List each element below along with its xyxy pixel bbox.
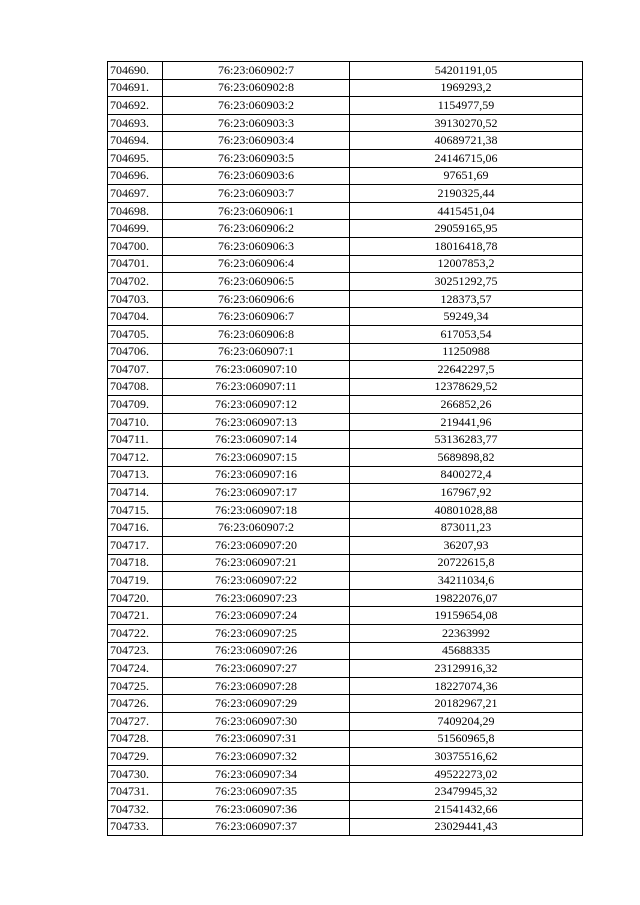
row-number-cell: 704704.: [108, 308, 163, 326]
row-number-cell: 704693.: [108, 114, 163, 132]
row-number-cell: 704692.: [108, 97, 163, 115]
cadastral-value-cell: 219441,96: [350, 413, 583, 431]
table-row: [108, 607, 583, 625]
table-row: [108, 501, 583, 519]
table-row: [108, 132, 583, 150]
cadastral-number-cell: 76:23:060907:11: [163, 378, 350, 396]
cadastral-value-cell: 59249,34: [350, 308, 583, 326]
cadastral-number-cell: 76:23:060906:5: [163, 273, 350, 291]
row-number-cell: 704712.: [108, 449, 163, 467]
row-number-cell: 704717.: [108, 537, 163, 555]
cadastral-value-cell: 7409204,29: [350, 712, 583, 730]
row-number-cell: 704729.: [108, 748, 163, 766]
cadastral-number-cell: 76:23:060907:25: [163, 625, 350, 643]
cadastral-number-cell: 76:23:060907:15: [163, 449, 350, 467]
cadastral-number-cell: 76:23:060907:32: [163, 748, 350, 766]
cadastral-value-cell: 23479945,32: [350, 783, 583, 801]
table-row: [108, 413, 583, 431]
row-number-cell: 704726.: [108, 695, 163, 713]
cadastral-value-table: [107, 61, 583, 836]
cadastral-number-cell: 76:23:060907:36: [163, 800, 350, 818]
row-number-cell: 704709.: [108, 396, 163, 414]
cadastral-number-cell: 76:23:060907:18: [163, 501, 350, 519]
cadastral-value-cell: 54201191,05: [350, 62, 583, 80]
table-row: [108, 765, 583, 783]
table-row: [108, 431, 583, 449]
cadastral-value-cell: 12007853,2: [350, 255, 583, 273]
cadastral-value-cell: 18016418,78: [350, 237, 583, 255]
row-number-cell: 704732.: [108, 800, 163, 818]
table-row: [108, 572, 583, 590]
row-number-cell: 704713.: [108, 466, 163, 484]
row-number-cell: 704700.: [108, 237, 163, 255]
cadastral-value-cell: 12378629,52: [350, 378, 583, 396]
table-row: [108, 712, 583, 730]
cadastral-value-cell: 4415451,04: [350, 202, 583, 220]
row-number-cell: 704727.: [108, 712, 163, 730]
cadastral-value-cell: 5689898,82: [350, 449, 583, 467]
table-row: [108, 255, 583, 273]
cadastral-number-cell: 76:23:060903:2: [163, 97, 350, 115]
cadastral-value-cell: 97651,69: [350, 167, 583, 185]
cadastral-value-cell: 30375516,62: [350, 748, 583, 766]
cadastral-value-cell: 40801028,88: [350, 501, 583, 519]
table-row: [108, 97, 583, 115]
cadastral-number-cell: 76:23:060907:34: [163, 765, 350, 783]
cadastral-value-cell: 40689721,38: [350, 132, 583, 150]
row-number-cell: 704701.: [108, 255, 163, 273]
table-row: [108, 748, 583, 766]
table-row: [108, 185, 583, 203]
cadastral-value-cell: 2190325,44: [350, 185, 583, 203]
cadastral-value-cell: 45688335: [350, 642, 583, 660]
table-row: [108, 589, 583, 607]
row-number-cell: 704733.: [108, 818, 163, 836]
row-number-cell: 704721.: [108, 607, 163, 625]
row-number-cell: 704711.: [108, 431, 163, 449]
table-row: [108, 625, 583, 643]
cadastral-number-cell: 76:23:060903:7: [163, 185, 350, 203]
cadastral-number-cell: 76:23:060907:26: [163, 642, 350, 660]
table-body: [108, 62, 583, 836]
row-number-cell: 704691.: [108, 79, 163, 97]
table-row: [108, 396, 583, 414]
cadastral-number-cell: 76:23:060906:6: [163, 290, 350, 308]
row-number-cell: 704690.: [108, 62, 163, 80]
table-row: [108, 730, 583, 748]
cadastral-number-cell: 76:23:060906:7: [163, 308, 350, 326]
row-number-cell: 704725.: [108, 677, 163, 695]
cadastral-number-cell: 76:23:060907:28: [163, 677, 350, 695]
table-row: [108, 237, 583, 255]
table-row: [108, 361, 583, 379]
cadastral-value-cell: 22642297,5: [350, 361, 583, 379]
row-number-cell: 704730.: [108, 765, 163, 783]
table-row: [108, 220, 583, 238]
table-row: [108, 554, 583, 572]
cadastral-number-cell: 76:23:060906:4: [163, 255, 350, 273]
cadastral-value-cell: 1154977,59: [350, 97, 583, 115]
row-number-cell: 704715.: [108, 501, 163, 519]
cadastral-value-cell: 39130270,52: [350, 114, 583, 132]
table-row: [108, 677, 583, 695]
row-number-cell: 704698.: [108, 202, 163, 220]
row-number-cell: 704716.: [108, 519, 163, 537]
cadastral-value-cell: 18227074,36: [350, 677, 583, 695]
cadastral-number-cell: 76:23:060907:20: [163, 537, 350, 555]
cadastral-value-cell: 19159654,08: [350, 607, 583, 625]
table-row: [108, 167, 583, 185]
cadastral-value-cell: 266852,26: [350, 396, 583, 414]
row-number-cell: 704697.: [108, 185, 163, 203]
cadastral-number-cell: 76:23:060907:2: [163, 519, 350, 537]
cadastral-number-cell: 76:23:060906:2: [163, 220, 350, 238]
cadastral-number-cell: 76:23:060903:3: [163, 114, 350, 132]
table-row: [108, 537, 583, 555]
cadastral-number-cell: 76:23:060907:21: [163, 554, 350, 572]
cadastral-value-cell: 19822076,07: [350, 589, 583, 607]
cadastral-number-cell: 76:23:060907:22: [163, 572, 350, 590]
cadastral-number-cell: 76:23:060907:24: [163, 607, 350, 625]
table-row: [108, 695, 583, 713]
table-row: [108, 818, 583, 836]
cadastral-value-cell: 167967,92: [350, 484, 583, 502]
table-row: [108, 273, 583, 291]
cadastral-value-cell: 128373,57: [350, 290, 583, 308]
table-row: [108, 466, 583, 484]
table-row: [108, 62, 583, 80]
row-number-cell: 704731.: [108, 783, 163, 801]
cadastral-number-cell: 76:23:060907:10: [163, 361, 350, 379]
table-row: [108, 642, 583, 660]
table-row: [108, 308, 583, 326]
cadastral-value-cell: 23129916,32: [350, 660, 583, 678]
cadastral-value-cell: 29059165,95: [350, 220, 583, 238]
table-row: [108, 149, 583, 167]
cadastral-value-cell: 49522273,02: [350, 765, 583, 783]
cadastral-number-cell: 76:23:060907:23: [163, 589, 350, 607]
cadastral-number-cell: 76:23:060907:27: [163, 660, 350, 678]
cadastral-value-cell: 23029441,43: [350, 818, 583, 836]
row-number-cell: 704728.: [108, 730, 163, 748]
cadastral-number-cell: 76:23:060907:29: [163, 695, 350, 713]
cadastral-number-cell: 76:23:060902:7: [163, 62, 350, 80]
table-row: [108, 660, 583, 678]
cadastral-value-cell: 53136283,77: [350, 431, 583, 449]
row-number-cell: 704722.: [108, 625, 163, 643]
table-row: [108, 202, 583, 220]
table-row: [108, 79, 583, 97]
cadastral-number-cell: 76:23:060907:13: [163, 413, 350, 431]
row-number-cell: 704718.: [108, 554, 163, 572]
cadastral-number-cell: 76:23:060903:6: [163, 167, 350, 185]
cadastral-value-cell: 11250988: [350, 343, 583, 361]
cadastral-value-cell: 8400272,4: [350, 466, 583, 484]
cadastral-number-cell: 76:23:060907:30: [163, 712, 350, 730]
row-number-cell: 704719.: [108, 572, 163, 590]
cadastral-number-cell: 76:23:060907:14: [163, 431, 350, 449]
cadastral-number-cell: 76:23:060906:8: [163, 325, 350, 343]
cadastral-value-cell: 30251292,75: [350, 273, 583, 291]
cadastral-value-cell: 34211034,6: [350, 572, 583, 590]
row-number-cell: 704703.: [108, 290, 163, 308]
cadastral-number-cell: 76:23:060907:31: [163, 730, 350, 748]
row-number-cell: 704699.: [108, 220, 163, 238]
cadastral-value-cell: 22363992: [350, 625, 583, 643]
row-number-cell: 704706.: [108, 343, 163, 361]
cadastral-value-cell: 36207,93: [350, 537, 583, 555]
cadastral-number-cell: 76:23:060907:17: [163, 484, 350, 502]
cadastral-number-cell: 76:23:060907:35: [163, 783, 350, 801]
row-number-cell: 704714.: [108, 484, 163, 502]
cadastral-number-cell: 76:23:060906:1: [163, 202, 350, 220]
row-number-cell: 704720.: [108, 589, 163, 607]
table-row: [108, 800, 583, 818]
cadastral-number-cell: 76:23:060907:1: [163, 343, 350, 361]
cadastral-number-cell: 76:23:060907:12: [163, 396, 350, 414]
cadastral-number-cell: 76:23:060903:5: [163, 149, 350, 167]
row-number-cell: 704708.: [108, 378, 163, 396]
cadastral-value-cell: 24146715,06: [350, 149, 583, 167]
cadastral-number-cell: 76:23:060907:37: [163, 818, 350, 836]
row-number-cell: 704696.: [108, 167, 163, 185]
cadastral-number-cell: 76:23:060907:16: [163, 466, 350, 484]
cadastral-value-cell: 20722615,8: [350, 554, 583, 572]
row-number-cell: 704724.: [108, 660, 163, 678]
table-row: [108, 290, 583, 308]
table-row: [108, 343, 583, 361]
row-number-cell: 704710.: [108, 413, 163, 431]
row-number-cell: 704723.: [108, 642, 163, 660]
cadastral-value-cell: 873011,23: [350, 519, 583, 537]
row-number-cell: 704694.: [108, 132, 163, 150]
cadastral-value-cell: 51560965,8: [350, 730, 583, 748]
row-number-cell: 704695.: [108, 149, 163, 167]
cadastral-value-cell: 1969293,2: [350, 79, 583, 97]
table-row: [108, 378, 583, 396]
table-row: [108, 325, 583, 343]
cadastral-value-cell: 21541432,66: [350, 800, 583, 818]
cadastral-value-cell: 617053,54: [350, 325, 583, 343]
cadastral-number-cell: 76:23:060903:4: [163, 132, 350, 150]
cadastral-value-cell: 20182967,21: [350, 695, 583, 713]
cadastral-number-cell: 76:23:060902:8: [163, 79, 350, 97]
table-row: [108, 783, 583, 801]
table-row: [108, 519, 583, 537]
row-number-cell: 704707.: [108, 361, 163, 379]
table-row: [108, 484, 583, 502]
table-row: [108, 449, 583, 467]
row-number-cell: 704705.: [108, 325, 163, 343]
table-row: [108, 114, 583, 132]
cadastral-number-cell: 76:23:060906:3: [163, 237, 350, 255]
row-number-cell: 704702.: [108, 273, 163, 291]
